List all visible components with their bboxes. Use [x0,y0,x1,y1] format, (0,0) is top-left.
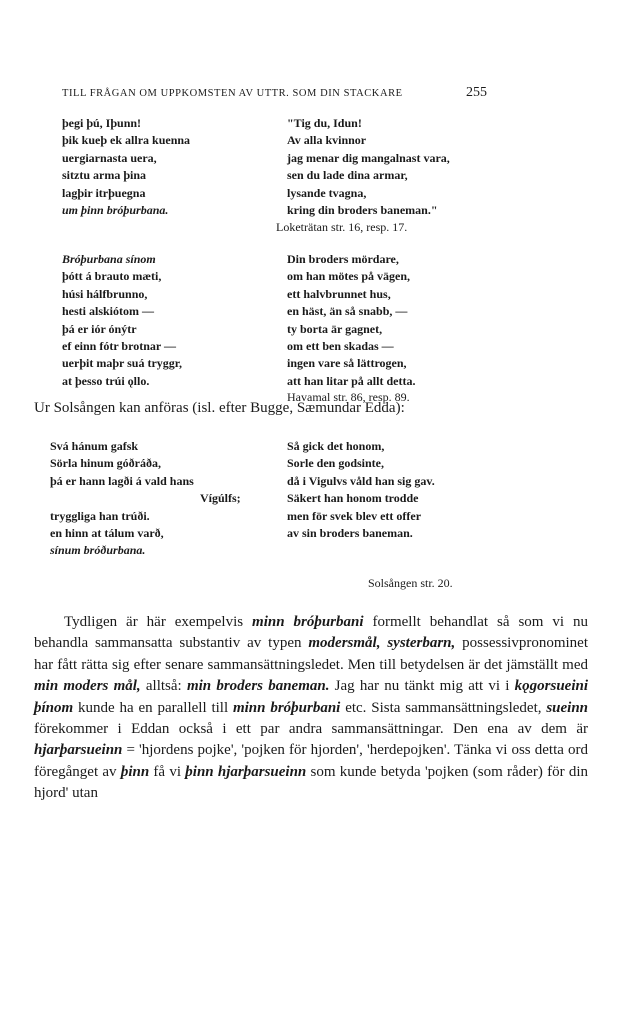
verse-line: hesti alskiótom — [62,304,155,319]
verse-line: húsi hálfbrunno, [62,286,148,301]
verse-line: om ett ben skadas — [287,339,394,354]
stanza3-translation [287,438,435,542]
verse-line: sitztu arma þina [62,168,146,183]
verse-line: Din broders mördare, [287,252,399,266]
paragraph-text: possessivpronominet har fått rätta sig efter senare sammansättningsledet. Men till betydelsen är det jämställt med [34,635,588,673]
verse-line: um þinn bróþurbana. [62,203,169,218]
verse-line: þik kueþ ek allra kuenna [62,133,191,148]
verse-line: att han litar på allt detta. [287,373,416,388]
example-term: min broders baneman. [186,678,330,695]
stanza3-source: Solsången str. 20. [368,576,453,590]
old-norse-term: minn bróþurbani [232,699,341,716]
stanza3-original [50,438,241,560]
paragraph-text: = 'hjordens pojke', 'pojken för hjorden', 'herdepojken'. Tänka vi oss detta ord föregånget av [34,742,588,780]
verse-line: ef einn fótr brotnar — [62,339,176,354]
verse-line: ingen vare så lättrogen, [287,356,407,371]
body-paragraph [34,612,588,805]
verse-line: uerþit maþr suá tryggr, [62,356,182,371]
verse-line: Säkert han honom trodde [287,491,419,506]
verse-line: þá er iór ónýtr [62,321,137,336]
verse-line: sínum bróðurbana. [50,543,146,558]
verse-line: lysande tvagna, [287,185,367,200]
verse-line: ett halvbrunnet hus, [287,286,391,301]
verse-line: om han mötes på vägen, [287,269,411,284]
verse-line: þegi þú, Iþunn! [62,116,142,130]
verse-line: men för svek blev ett offer [287,508,422,523]
example-term: min moders mål, [34,678,141,695]
paragraph-text: som kunde betyda 'pojken (som råder) för din hjord' utan [34,763,588,802]
old-norse-term: þinn [120,763,150,780]
paragraph-text: formellt behandlat så som vi nu behandla sammansatta substantiv av typen [34,614,589,652]
stanza1-translation [287,115,450,219]
old-norse-term: hjarþarsueinn [34,742,123,759]
paragraph-text: få vi [149,763,186,780]
verse-line: uergiarnasta uera, [62,150,157,165]
stanza2-translation [287,251,415,390]
stanza2-source: Havamal str. 86, resp. 89. [287,390,410,404]
verse-line: Sörla hinum góðráða, [50,456,162,471]
verse-line: Vígúlfs; [200,491,241,506]
paragraph-text: kunde ha en parallell till [73,699,233,716]
old-norse-term: þinn hjarþarsueinn [185,763,307,780]
verse-line: då i Vigulvs våld han sig gav. [287,473,435,488]
verse-line: sen du lade dina armar, [287,168,408,183]
paragraph-text: förekommer i Eddan också i ett par andra sammansättningar. Den ena av dem är [34,721,588,738]
verse-line: tryggliga han trúði. [50,508,150,523]
verse-line: lagþir itrþuegna [62,185,146,200]
old-norse-term: minn bróþurbani [252,614,364,630]
verse-line: þá er hann lagði á vald hans [50,473,194,488]
verse-line: Svá hánum gafsk [50,439,139,453]
page-number: 255 [466,85,487,100]
stanza1-original [62,115,190,219]
running-header: TILL FRÅGAN OM UPPKOMSTEN AV UTTR. SOM DIN STACKARE [62,88,403,99]
old-norse-term: sueinn [546,699,589,716]
verse-line: Så gick det honom, [287,439,385,453]
verse-line: en hinn at tálum varð, [50,526,164,541]
stanza2-original [62,251,182,390]
verse-line: en häst, än så snabb, — [287,304,408,319]
verse-line: jag menar dig mangalnast vara, [287,150,450,165]
example-term: modersmål, systerbarn, [308,635,456,652]
verse-line: at þesso trúi ǫllo. [62,373,150,388]
stanza1-source: Loketrätan str. 16, resp. 17. [276,220,408,234]
verse-line: Av alla kvinnor [287,133,367,148]
intro-line: Ur Solsången kan anföras (isl. efter Bugge, Sæmundar Edda): [34,400,405,416]
verse-line: þótt á brauto mæti, [62,269,162,284]
paragraph-text: etc. Sista sammansättningsledet, [340,699,547,716]
old-norse-term: kǫgorsueini þínom [34,678,589,716]
verse-line: av sin broders baneman. [287,526,413,541]
verse-line: Sorle den godsinte, [287,456,385,471]
verse-line: kring din broders baneman." [287,203,438,218]
verse-line: Bróþurbana sínom [62,252,156,266]
paragraph-text: alltså: [140,678,187,695]
verse-line: ty borta är gagnet, [287,321,383,336]
verse-line: "Tig du, Idun! [287,116,362,130]
paragraph-text: Jag har nu tänkt mig att vi i [329,678,515,695]
paragraph-text: Tydligen är här exempelvis [64,614,253,630]
